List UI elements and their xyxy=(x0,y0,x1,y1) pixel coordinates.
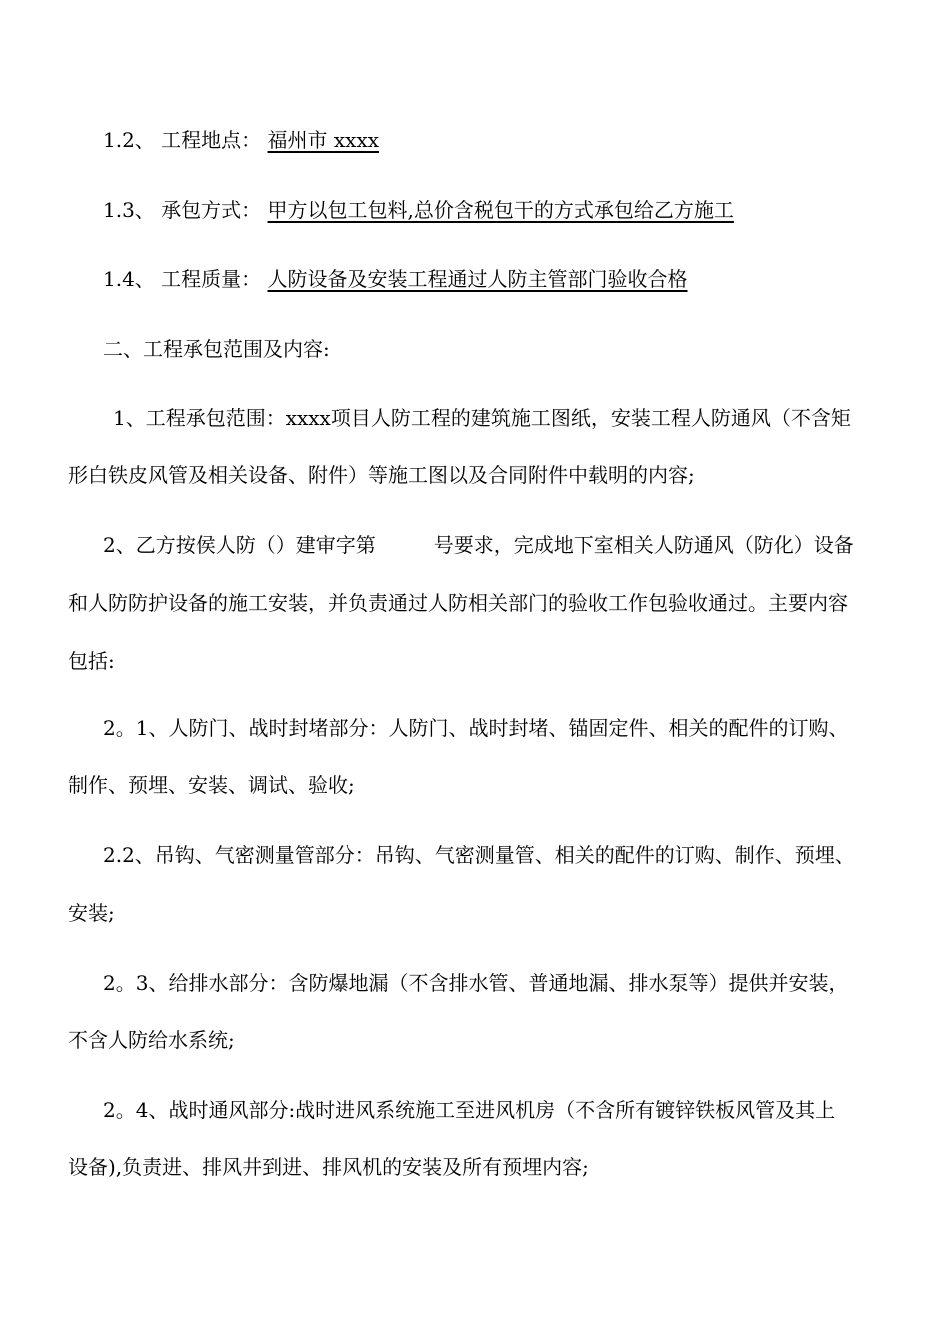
p1-line1: 1、工程承包范围：xxxx项目人防工程的建筑施工图纸，安装工程人防通风（不含矩 xyxy=(113,406,851,430)
p2-line1-start: 2、乙方按侯人防（）建审字第 xyxy=(103,533,376,557)
p2-line3: 包括: xyxy=(68,649,115,673)
section-title: 二、工程承包范围及内容: xyxy=(103,337,330,361)
p24-line2: 设备),负责进、排风井到进、排风机的安装及所有预埋内容; xyxy=(68,1155,589,1179)
p2-line2: 和人防防护设备的施工安装，并负责通过人防相关部门的验收工作包验收通过。主要内容 xyxy=(68,591,848,615)
p21-line1: 2。1、人防门、战时封堵部分：人防门、战时封堵、锚固定件、相关的配件的订购、 xyxy=(103,716,849,740)
item-quality-label: 1.4、 工程质量： xyxy=(103,267,262,291)
item-location xyxy=(103,127,950,153)
p1-line2: 形白铁皮风管及相关设备、附件）等施工图以及合同附件中载明的内容; xyxy=(68,463,695,487)
p24-line1: 2。4、战时通风部分:战时进风系统施工至进风机房（不含所有镀锌铁板风管及其上 xyxy=(103,1098,836,1122)
p21-line2: 制作、预埋、安装、调试、验收; xyxy=(68,773,355,797)
p22-line2: 安装; xyxy=(68,901,115,925)
p23-line2: 不含人防给水系统; xyxy=(68,1028,235,1052)
item-quality-value: 人防设备及安装工程通过人防主管部门验收合格 xyxy=(267,267,688,291)
item-contract-method xyxy=(103,197,950,223)
p22-line1: 2.2、吊钩、气密测量管部分：吊钩、气密测量管、相关的配件的订购、制作、预埋、 xyxy=(103,843,855,867)
item-contract-method-value: 甲方以包工包料,总价含税包干的方式承包给乙方施工 xyxy=(267,198,734,222)
item-location-label: 1.2、 工程地点： xyxy=(103,128,262,152)
item-quality xyxy=(103,266,950,292)
item-location-value: 福州市 xxxx xyxy=(267,128,380,152)
p2-line1 xyxy=(103,532,950,558)
item-contract-method-label: 1.3、 承包方式： xyxy=(103,198,262,222)
p23-line1: 2。3、给排水部分：含防爆地漏（不含排水管、普通地漏、排水泵等）提供并安装， xyxy=(103,971,849,995)
p2-line1-end: 号要求，完成地下室相关人防通风（防化）设备 xyxy=(433,533,854,557)
